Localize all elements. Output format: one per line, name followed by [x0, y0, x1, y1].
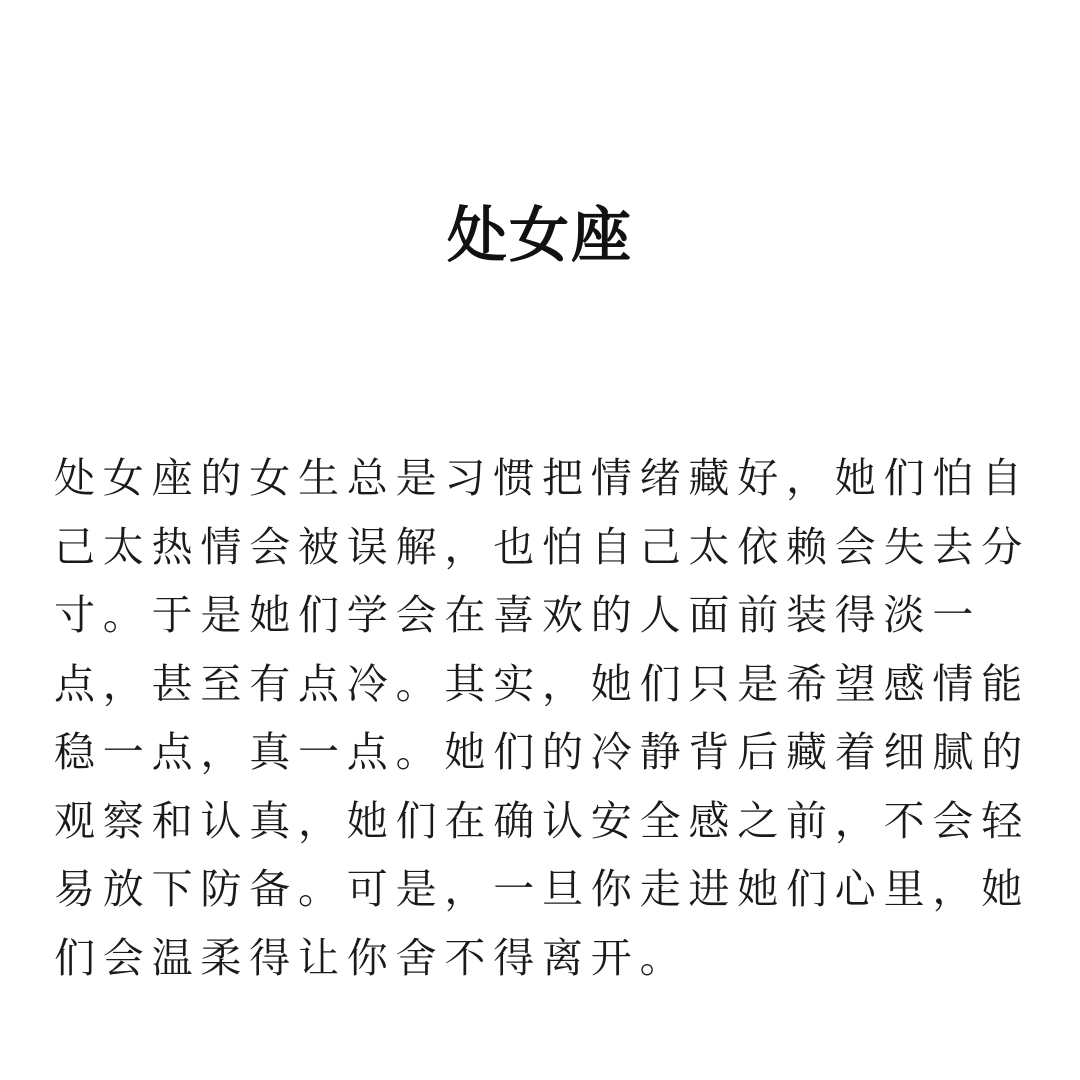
paragraph-line: 易放下防备。可是，一旦你走进她们心里，她: [54, 865, 1030, 913]
paragraph-line: 寸。于是她们学会在喜欢的人面前装得淡一: [54, 591, 982, 639]
paragraph-line: 点，甚至有点冷。其实，她们只是希望感情能: [54, 659, 1030, 708]
paragraph-line: 己太热情会被误解，也怕自己太依赖会失去分: [54, 522, 1030, 571]
body-paragraph: [54, 444, 1030, 992]
paragraph-line: 观察和认真，她们在确认安全感之前，不会轻: [54, 796, 1030, 845]
page-title: 处女座: [447, 201, 633, 271]
paragraph-line: 们会温柔得让你舍不得离开。: [54, 933, 689, 982]
paragraph-line: 处女座的女生总是习惯把情绪藏好，她们怕自: [54, 454, 1030, 502]
paragraph-line: 稳一点，真一点。她们的冷静背后藏着细腻的: [54, 728, 1030, 776]
